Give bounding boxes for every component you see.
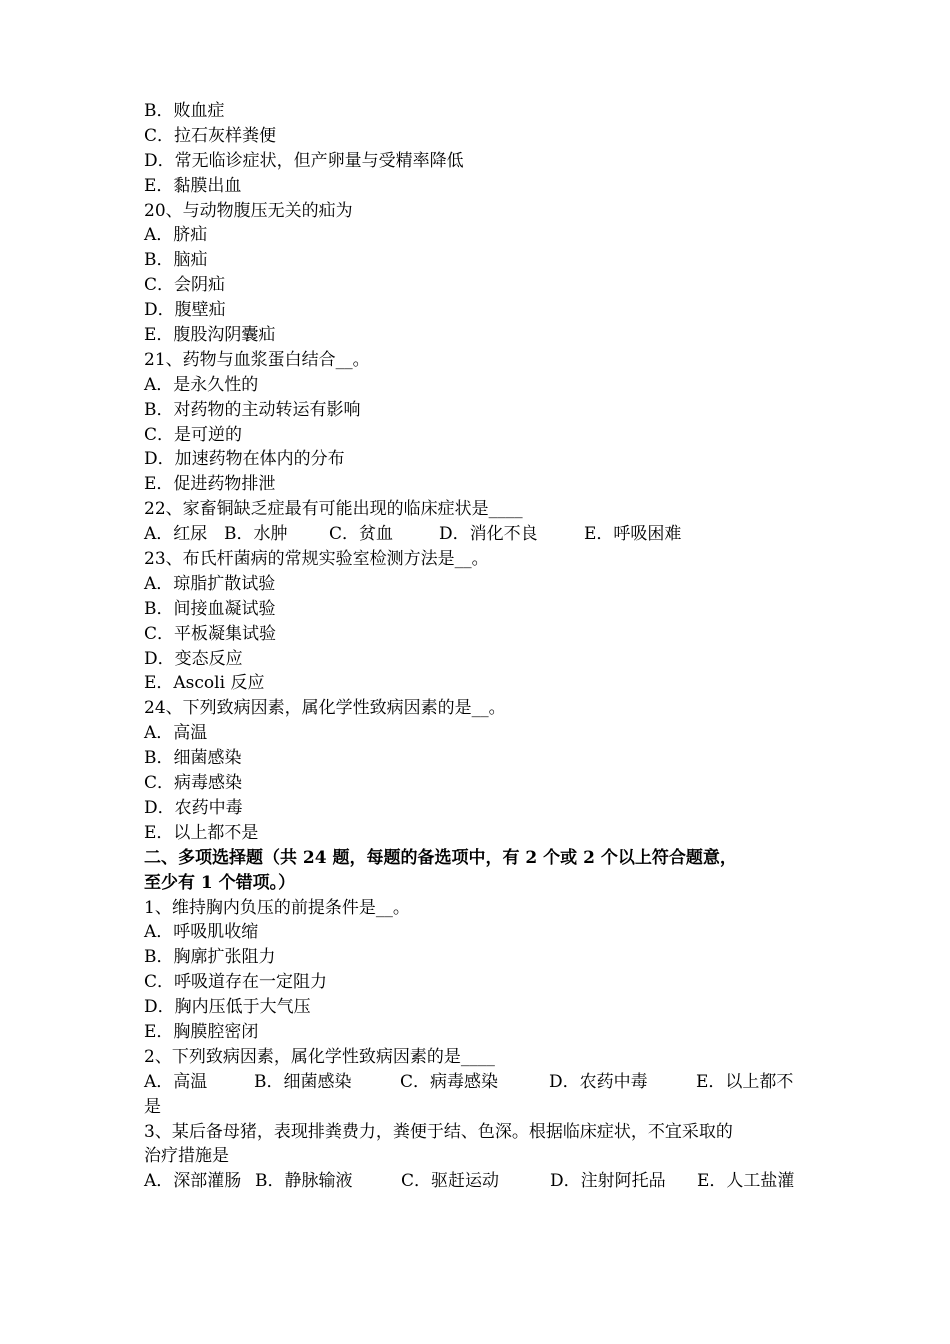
multi-question-3-option-c: C．驱赶运动 xyxy=(401,1171,500,1192)
question-20-option-c: C．会阴疝 xyxy=(144,275,226,296)
question-23-option-b: B．间接血凝试验 xyxy=(144,598,276,619)
option-c: C．拉石灰样粪便 xyxy=(144,125,277,146)
question-23-option-a: A．琼脂扩散试验 xyxy=(144,573,276,594)
option-e: E．黏膜出血 xyxy=(144,175,242,196)
question-23: 23、布氏杆菌病的常规实验室检测方法是__。 xyxy=(144,549,489,570)
question-23-option-d: D．变态反应 xyxy=(144,648,243,669)
question-24: 24、下列致病因素，属化学性致病因素的是__。 xyxy=(144,698,506,719)
section-2-heading-cont: 至少有 1 个错项。） xyxy=(144,872,296,893)
multi-question-2-option-a: A．高温 xyxy=(144,1071,208,1092)
question-20-option-d: D．腹壁疝 xyxy=(144,300,226,321)
question-22-options xyxy=(144,522,814,547)
question-22-option-b: B．水肿 xyxy=(224,524,288,545)
multi-question-2-option-b: B．细菌感染 xyxy=(254,1071,352,1092)
question-24-option-b: B．细菌感染 xyxy=(144,748,242,769)
question-20-option-a: A．脐疝 xyxy=(144,225,208,246)
multi-question-1-option-b: B．胸廓扩张阻力 xyxy=(144,947,276,968)
section-2-heading: 二、多项选择题（共 24 题，每题的备选项中，有 2 个或 2 个以上符合题意， xyxy=(144,847,737,868)
question-21-option-e: E．促进药物排泄 xyxy=(144,474,276,495)
question-23-option-c: C．平板凝集试验 xyxy=(144,623,277,644)
multi-question-3: 3、某后备母猪，表现排粪费力，粪便于结、色深。根据临床症状，不宜采取的 xyxy=(144,1121,733,1142)
question-22-option-a: A．红尿 xyxy=(144,524,208,545)
multi-question-2-option-e: E．以上都不 xyxy=(696,1071,794,1092)
question-21-option-a: A．是永久性的 xyxy=(144,374,259,395)
multi-question-2-options xyxy=(144,1070,814,1095)
question-22: 22、家畜铜缺乏症最有可能出现的临床症状是____ xyxy=(144,499,523,520)
question-22-option-c: C．贫血 xyxy=(329,524,394,545)
multi-question-1-option-a: A．呼吸肌收缩 xyxy=(144,922,259,943)
multi-question-3-cont: 治疗措施是 xyxy=(144,1146,229,1167)
question-20-option-b: B．脑疝 xyxy=(144,250,208,271)
question-20: 20、与动物腹压无关的疝为 xyxy=(144,200,353,221)
question-22-option-d: D．消化不良 xyxy=(439,524,538,545)
question-24-option-d: D．农药中毒 xyxy=(144,797,243,818)
multi-question-3-option-d: D．注射阿托品 xyxy=(550,1171,666,1192)
multi-question-3-options xyxy=(144,1169,814,1194)
question-24-option-e: E．以上都不是 xyxy=(144,822,259,843)
question-21-option-d: D．加速药物在体内的分布 xyxy=(144,449,345,470)
question-23-option-e: E．Ascoli 反应 xyxy=(144,673,265,694)
question-24-option-a: A．高温 xyxy=(144,723,208,744)
question-24-option-c: C．病毒感染 xyxy=(144,773,243,794)
multi-question-2-option-e-cont: 是 xyxy=(144,1096,161,1117)
option-b: B．败血症 xyxy=(144,101,225,121)
option-d: D．常无临诊症状，但产卵量与受精率降低 xyxy=(144,150,464,171)
multi-question-3-option-a: A．深部灌肠 xyxy=(144,1171,242,1192)
multi-question-1-option-e: E．胸膜腔密闭 xyxy=(144,1021,259,1042)
question-22-option-e: E．呼吸困难 xyxy=(584,524,682,545)
multi-question-1: 1、维持胸内负压的前提条件是__。 xyxy=(144,897,410,918)
question-21: 21、药物与血浆蛋白结合__。 xyxy=(144,349,370,370)
multi-question-2: 2、下列致病因素，属化学性致病因素的是____ xyxy=(144,1046,495,1067)
multi-question-2-option-d: D．农药中毒 xyxy=(549,1071,648,1092)
multi-question-1-option-c: C．呼吸道存在一定阻力 xyxy=(144,972,328,993)
multi-question-3-option-e: E．人工盐灌 xyxy=(697,1171,795,1192)
question-20-option-e: E．腹股沟阴囊疝 xyxy=(144,325,276,346)
multi-question-2-option-c: C．病毒感染 xyxy=(400,1071,499,1092)
multi-question-1-option-d: D．胸内压低于大气压 xyxy=(144,997,311,1018)
question-21-option-c: C．是可逆的 xyxy=(144,424,243,445)
multi-question-3-option-b: B．静脉输液 xyxy=(255,1171,353,1192)
document-body xyxy=(144,99,814,1194)
question-21-option-b: B．对药物的主动转运有影响 xyxy=(144,399,361,420)
